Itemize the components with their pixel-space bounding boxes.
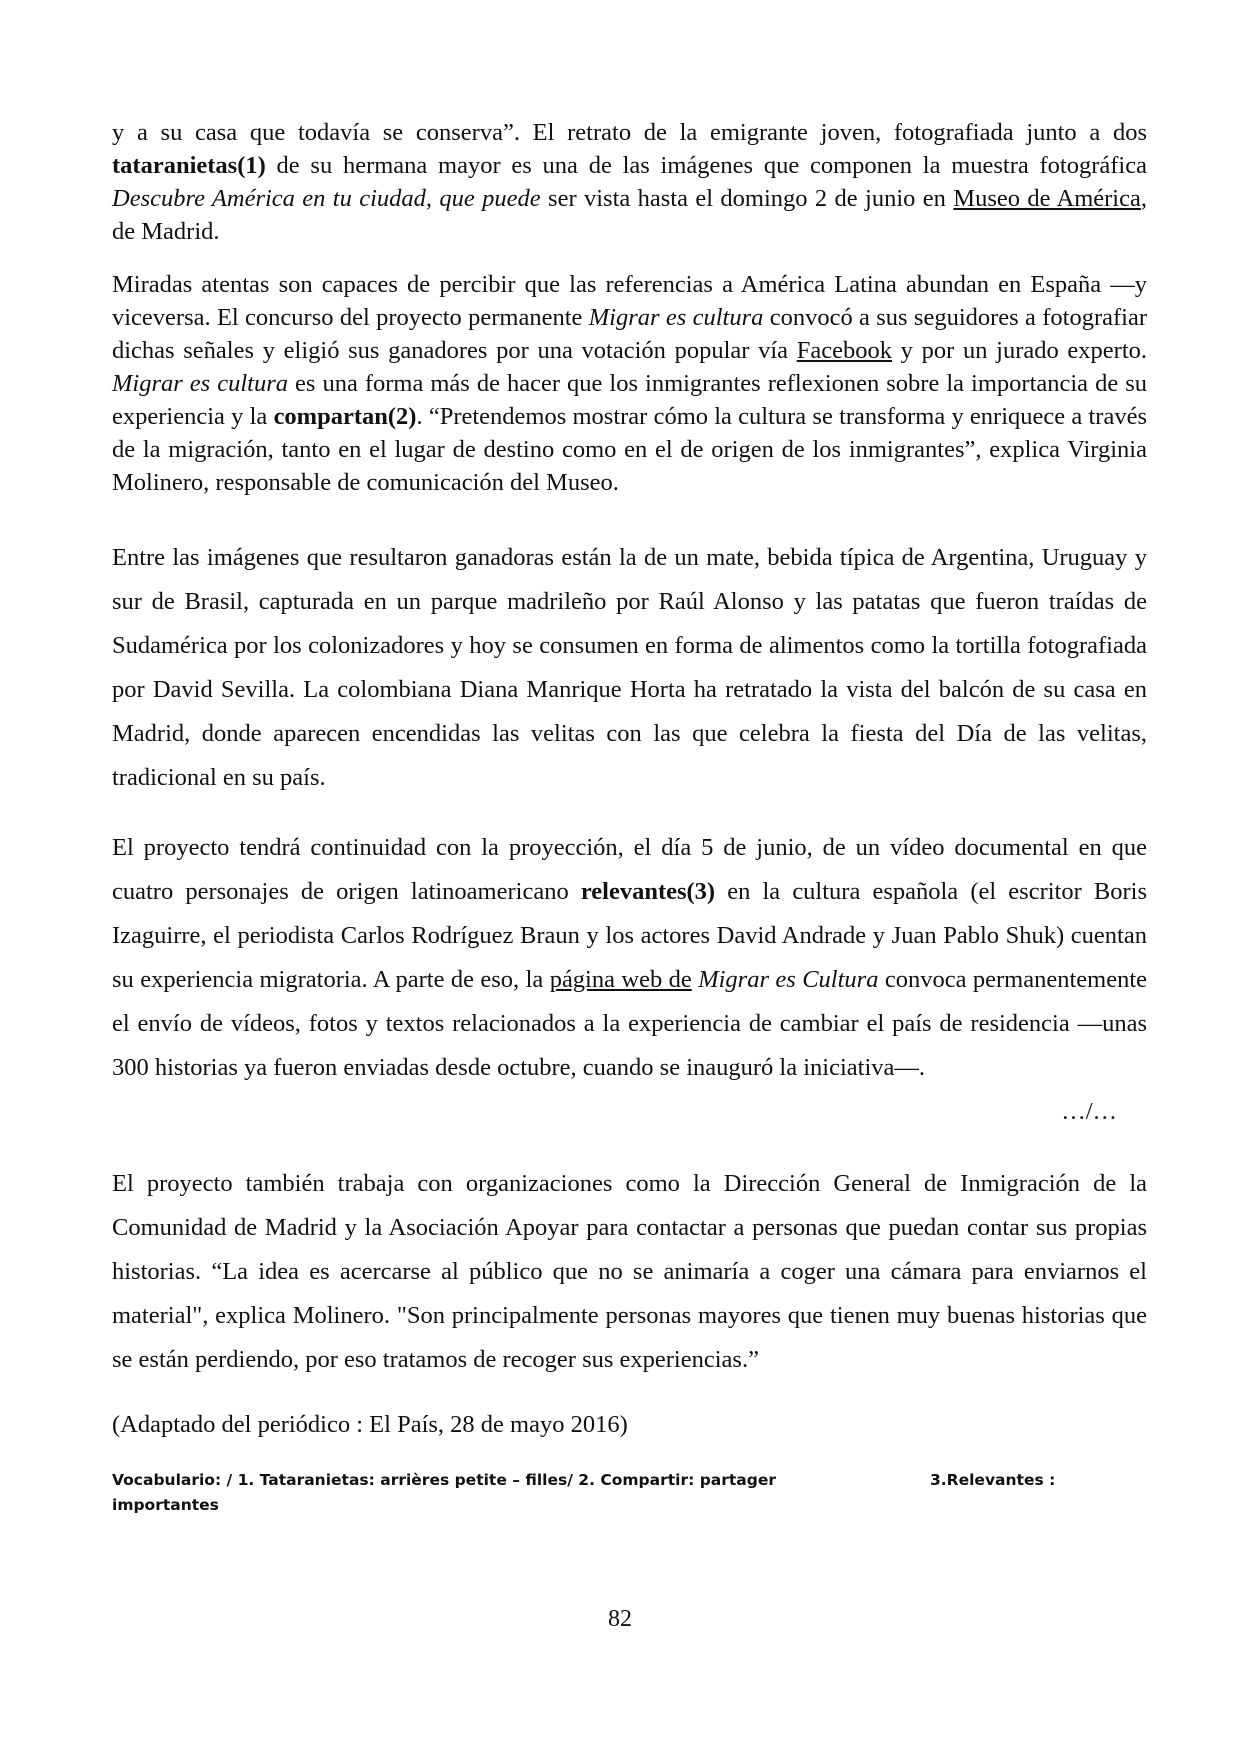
text: en la cultura española (el escritor Boris Izaguirre, el periodista Carlos Rodríguez Braun y los actores David Andrade y Juan Pablo Shuk) cuentan su experiencia migratoria. A parte de eso, la bbox=[112, 878, 1147, 993]
text: ser vista hasta el domingo 2 de junio en bbox=[540, 185, 954, 212]
continuation-mark: …/… bbox=[1061, 1098, 1117, 1125]
exhibition-title: Descubre América en tu ciudad, que puede bbox=[112, 185, 541, 212]
text: El proyecto tendrá continuidad con la proyección, el día 5 de junio, de un vídeo documental en que cuatro personajes de origen latinoamericano bbox=[112, 834, 1147, 905]
paragraph-5: El proyecto también trabaja con organizaciones como la Dirección General de Inmigración de la Comunidad de Madrid y la Asociación Apoyar para contactar a personas que puedan contar sus propias historias. “La idea es acercarse al público que no se animaría a coger una cámara para enviarnos el material", explica Molinero. "Son principalmente personas mayores que tienen muy buenas historias que se están perdiendo, por eso tratamos de recoger sus experiencias.” bbox=[112, 1170, 1147, 1373]
paragraph-4 bbox=[112, 826, 1147, 1134]
text: y por un jurado experto. bbox=[891, 337, 1147, 364]
text: , de Madrid. bbox=[112, 185, 1147, 245]
source-citation: (Adaptado del periódico : El País, 28 de mayo 2016) bbox=[112, 1411, 628, 1438]
text: Miradas atentas son capaces de percibir que las referencias a América Latina abundan en España —y viceversa. El concurso del proyecto permanente bbox=[112, 271, 1147, 331]
project-name: Migrar es cultura bbox=[112, 370, 288, 397]
museo-link[interactable]: Museo de América bbox=[953, 185, 1141, 212]
paragraph-2 bbox=[112, 268, 1147, 499]
vocab-word-2: compartan(2) bbox=[273, 403, 417, 430]
page-number: 82 bbox=[608, 1606, 632, 1632]
vocabulary-note bbox=[112, 1468, 1147, 1518]
vocabulary-line-2: importantes bbox=[112, 1496, 219, 1514]
text: convoca permanentemente el envío de vídeos, fotos y textos relacionados a la experiencia de cambiar el país de residencia —unas 300 historias ya fueron enviadas desde octubre, cuando se inauguró la iniciativa—. bbox=[112, 966, 1148, 1081]
text: es una forma más de hacer que los inmigrantes reflexionen sobre la importancia de su experiencia y la bbox=[112, 370, 1147, 430]
vocab-word-1: tataranietas(1) bbox=[112, 152, 266, 179]
paragraph-1 bbox=[112, 116, 1147, 248]
vocabulary-item-3: 3.Relevantes : bbox=[930, 1471, 1056, 1489]
text: . “Pretendemos mostrar cómo la cultura se transforma y enriquece a través de la migración, tanto en el lugar de destino como en el de origen de los inmigrantes”, explica Virginia Molinero, responsable de comunicación del Museo. bbox=[112, 403, 1147, 496]
project-name: Migrar es Cultura bbox=[698, 966, 879, 993]
text: y a su casa que todavía se conserva”. El retrato de la emigrante joven, fotografiada junto a dos bbox=[112, 119, 1147, 146]
vocab-word-3: relevantes(3) bbox=[580, 878, 716, 905]
paragraph-3: Entre las imágenes que resultaron ganadoras están la de un mate, bebida típica de Argentina, Uruguay y sur de Brasil, capturada en un parque madrileño por Raúl Alonso y las patatas que fueron traídas de Sudamérica por los colonizadores y hoy se consumen en forma de alimentos como la tortilla fotografiada por David Sevilla. La colombiana Diana Manrique Horta ha retratado la vista del balcón de su casa en Madrid, donde aparecen encendidas las velitas con las que celebra la fiesta del Día de las velitas, tradicional en su país. bbox=[112, 544, 1147, 791]
facebook-link[interactable]: Facebook bbox=[796, 337, 892, 364]
text: convocó a sus seguidores a fotografiar dichas señales y eligió sus ganadores por una votación popular vía bbox=[112, 304, 1147, 364]
vocabulary-line-1: Vocabulario: / 1. Tataranietas: arrières petite – filles/ 2. Compartir: partager bbox=[112, 1471, 777, 1489]
project-name: Migrar es cultura bbox=[588, 304, 764, 331]
text: de su hermana mayor es una de las imágenes que componen la muestra fotográfica bbox=[265, 152, 1147, 179]
webpage-link[interactable]: página web de bbox=[549, 966, 692, 993]
